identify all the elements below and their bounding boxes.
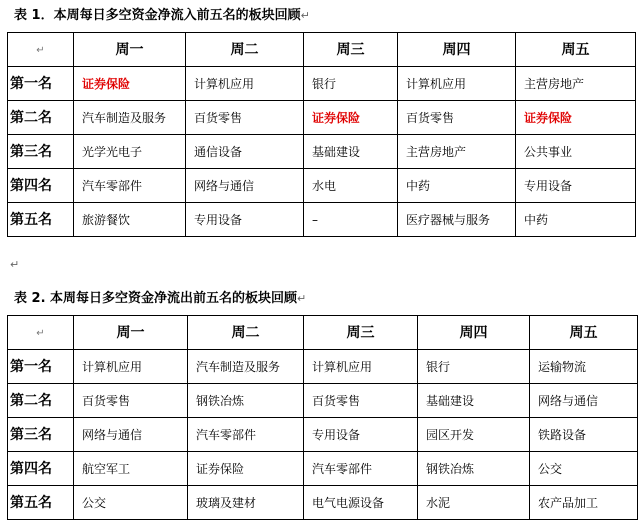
- paragraph-mark-icon: ↵: [36, 327, 45, 339]
- table-row: [8, 169, 636, 203]
- sector-cell: 百货零售: [304, 384, 418, 418]
- table-row: [8, 67, 636, 101]
- sector-cell: 基础建设: [418, 384, 530, 418]
- day-header: 周三: [304, 33, 398, 67]
- sector-cell: 中药: [516, 203, 636, 237]
- inflow-table: [7, 32, 636, 237]
- sector-cell: 主营房地产: [516, 67, 636, 101]
- sector-cell: 公交: [74, 486, 188, 520]
- table-row: [8, 418, 638, 452]
- outflow-table-body: [8, 316, 638, 520]
- sector-cell: 证券保险: [74, 67, 186, 101]
- sector-cell: 电气电源设备: [304, 486, 418, 520]
- sector-cell: 汽车零部件: [188, 418, 304, 452]
- sector-cell: 钢铁冶炼: [418, 452, 530, 486]
- sector-cell: 运输物流: [530, 350, 638, 384]
- sector-cell: 公共事业: [516, 135, 636, 169]
- table-row: [8, 135, 636, 169]
- sector-cell: 银行: [418, 350, 530, 384]
- sector-cell: 汽车制造及服务: [74, 101, 186, 135]
- sector-cell: 钢铁冶炼: [188, 384, 304, 418]
- day-header: 周一: [74, 316, 188, 350]
- day-header: 周三: [304, 316, 418, 350]
- sector-cell: 计算机应用: [304, 350, 418, 384]
- sector-cell: 百货零售: [186, 101, 304, 135]
- sector-cell: 专用设备: [516, 169, 636, 203]
- paragraph-mark-icon: ↵: [300, 9, 310, 22]
- corner-cell: [8, 316, 74, 350]
- sector-cell: 航空军工: [74, 452, 188, 486]
- sector-cell: 网络与通信: [530, 384, 638, 418]
- blank-paragraph: ↵: [10, 258, 20, 271]
- rank-label: 第四名: [8, 169, 74, 203]
- sector-cell: 汽车零部件: [74, 169, 186, 203]
- sector-cell: 农产品加工: [530, 486, 638, 520]
- day-header: 周五: [530, 316, 638, 350]
- sector-cell: 证券保险: [188, 452, 304, 486]
- sector-cell: 医疗器械与服务: [398, 203, 516, 237]
- sector-cell: 百货零售: [74, 384, 188, 418]
- table-row: [8, 486, 638, 520]
- sector-cell: 计算机应用: [398, 67, 516, 101]
- sector-cell: 网络与通信: [186, 169, 304, 203]
- day-header: 周五: [516, 33, 636, 67]
- table1-caption: [14, 8, 310, 24]
- sector-cell: 铁路设备: [530, 418, 638, 452]
- rank-label: 第五名: [8, 486, 74, 520]
- table-row: [8, 384, 638, 418]
- sector-cell: 玻璃及建材: [188, 486, 304, 520]
- sector-cell: 专用设备: [186, 203, 304, 237]
- rank-label: 第三名: [8, 135, 74, 169]
- sector-cell: 计算机应用: [74, 350, 188, 384]
- table-row: [8, 203, 636, 237]
- paragraph-mark-icon: ↵: [297, 292, 307, 305]
- day-header: 周一: [74, 33, 186, 67]
- paragraph-mark-icon: ↵: [36, 44, 45, 56]
- rank-label: 第四名: [8, 452, 74, 486]
- sector-cell: 计算机应用: [186, 67, 304, 101]
- sector-cell: 主营房地产: [398, 135, 516, 169]
- sector-cell: 旅游餐饮: [74, 203, 186, 237]
- sector-cell: 汽车制造及服务: [188, 350, 304, 384]
- sector-cell: 网络与通信: [74, 418, 188, 452]
- sector-cell: 银行: [304, 67, 398, 101]
- outflow-table: [7, 315, 638, 520]
- day-header: 周四: [398, 33, 516, 67]
- sector-cell: 汽车零部件: [304, 452, 418, 486]
- sector-cell: 园区开发: [418, 418, 530, 452]
- sector-cell: 基础建设: [304, 135, 398, 169]
- table-row: [8, 350, 638, 384]
- sector-cell: 水泥: [418, 486, 530, 520]
- day-header: 周二: [186, 33, 304, 67]
- sector-cell: –: [304, 203, 398, 237]
- sector-cell: 专用设备: [304, 418, 418, 452]
- rank-label: 第二名: [8, 101, 74, 135]
- inflow-table-body: [8, 33, 636, 237]
- table1-caption-text: 表 1．本周每日多空资金净流入前五名的板块回顾: [14, 8, 301, 23]
- corner-cell: [8, 33, 74, 67]
- day-header: 周四: [418, 316, 530, 350]
- rank-label: 第五名: [8, 203, 74, 237]
- sector-cell: 公交: [530, 452, 638, 486]
- sector-cell: 百货零售: [398, 101, 516, 135]
- sector-cell: 光学光电子: [74, 135, 186, 169]
- table2-caption-text: 表 2. 本周每日多空资金净流出前五名的板块回顾: [14, 291, 298, 306]
- sector-cell: 中药: [398, 169, 516, 203]
- header-row: [8, 316, 638, 350]
- day-header: 周二: [188, 316, 304, 350]
- table-row: [8, 101, 636, 135]
- rank-label: 第三名: [8, 418, 74, 452]
- table-row: [8, 452, 638, 486]
- sector-cell: 证券保险: [516, 101, 636, 135]
- header-row: [8, 33, 636, 67]
- rank-label: 第一名: [8, 350, 74, 384]
- table2-caption: [14, 291, 306, 307]
- sector-cell: 水电: [304, 169, 398, 203]
- rank-label: 第二名: [8, 384, 74, 418]
- sector-cell: 证券保险: [304, 101, 398, 135]
- rank-label: 第一名: [8, 67, 74, 101]
- sector-cell: 通信设备: [186, 135, 304, 169]
